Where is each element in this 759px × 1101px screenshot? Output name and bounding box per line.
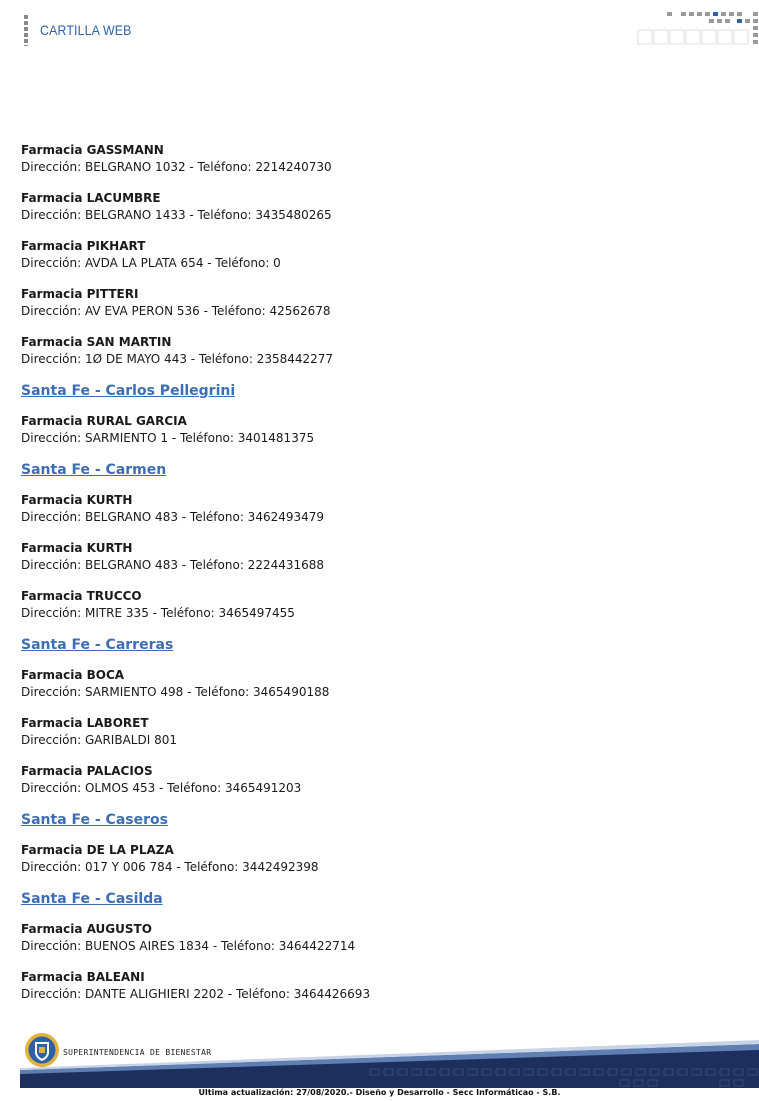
pharmacy-name: Farmacia PALACIOS [21, 764, 153, 778]
pharmacy-entry [21, 763, 741, 797]
section-heading-link[interactable]: Santa Fe - Caseros [21, 812, 168, 828]
pharmacy-entry [21, 238, 741, 272]
pharmacy-address: Dirección: AVDA LA PLATA 654 - Teléfono: 0 [21, 256, 281, 270]
section-heading-link[interactable]: Santa Fe - Carlos Pellegrini [21, 383, 236, 399]
pharmacy-address: Dirección: BELGRANO 483 - Teléfono: 3462493479 [21, 510, 325, 524]
pharmacy-address: Dirección: BELGRANO 1433 - Teléfono: 3435480265 [21, 208, 332, 222]
pharmacy-address: Dirección: SARMIENTO 498 - Teléfono: 3465490188 [21, 685, 330, 699]
pharmacy-entry [21, 588, 741, 622]
page-header [0, 0, 759, 60]
pharmacy-entry [21, 715, 741, 749]
pharmacy-name: Farmacia KURTH [21, 493, 133, 507]
page-title: CARTILLA WEB [40, 22, 132, 38]
pharmacy-address: Dirección: DANTE ALIGHIERI 2202 - Teléfono: 3464426693 [21, 987, 371, 1001]
pharmacy-entry [21, 921, 741, 955]
institution-shield-icon [24, 1032, 60, 1068]
header-pattern-decoration [637, 10, 759, 46]
pharmacy-name: Farmacia PIKHART [21, 239, 146, 253]
pharmacy-name: Farmacia LACUMBRE [21, 191, 161, 205]
pharmacy-name: Farmacia KURTH [21, 541, 133, 555]
pharmacy-address: Dirección: MITRE 335 - Teléfono: 3465497455 [21, 606, 295, 620]
pharmacy-list [21, 142, 741, 1017]
section-heading-link[interactable]: Santa Fe - Carreras [21, 637, 174, 653]
pharmacy-name: Farmacia RURAL GARCIA [21, 414, 187, 428]
pharmacy-address: Dirección: OLMOS 453 - Teléfono: 3465491203 [21, 781, 302, 795]
pharmacy-name: Farmacia PITTERI [21, 287, 139, 301]
pharmacy-name: Farmacia BALEANI [21, 970, 145, 984]
pharmacy-entry [21, 540, 741, 574]
pharmacy-name: Farmacia AUGUSTO [21, 922, 152, 936]
pharmacy-entry [21, 286, 741, 320]
pharmacy-address: Dirección: 017 Y 006 784 - Teléfono: 3442492398 [21, 860, 319, 874]
pharmacy-name: Farmacia TRUCCO [21, 589, 142, 603]
pharmacy-address: Dirección: BUENOS AIRES 1834 - Teléfono: 3464422714 [21, 939, 356, 953]
pharmacy-entry [21, 334, 741, 368]
header-accent-bar [24, 15, 28, 46]
pharmacy-name: Farmacia BOCA [21, 668, 125, 682]
pharmacy-name: Farmacia SAN MARTIN [21, 335, 172, 349]
page-footer [0, 1028, 759, 1101]
pharmacy-address: Dirección: BELGRANO 1032 - Teléfono: 2214240730 [21, 160, 332, 174]
footer-update-note: Ultima actualización: 27/08/2020.- Diseño y Desarrollo - Secc Informáticao - S.B. [198, 1088, 561, 1097]
pharmacy-address: Dirección: 1Ø DE MAYO 443 - Teléfono: 2358442277 [21, 352, 334, 366]
pharmacy-name: Farmacia LABORET [21, 716, 149, 730]
pharmacy-address: Dirección: SARMIENTO 1 - Teléfono: 3401481375 [21, 431, 315, 445]
pharmacy-address: Dirección: GARIBALDI 801 [21, 733, 177, 747]
section-heading-link[interactable]: Santa Fe - Carmen [21, 462, 167, 478]
pharmacy-entry [21, 969, 741, 1003]
pharmacy-entry [21, 842, 741, 876]
pharmacy-entry [21, 142, 741, 176]
organization-name: SUPERINTENDENCIA DE BIENESTAR [63, 1048, 212, 1057]
section-heading-link[interactable]: Santa Fe - Casilda [21, 891, 163, 907]
footer-wave-decoration [20, 1036, 759, 1088]
pharmacy-entry [21, 413, 741, 447]
pharmacy-entry [21, 190, 741, 224]
pharmacy-name: Farmacia DE LA PLAZA [21, 843, 174, 857]
pharmacy-address: Dirección: AV EVA PERON 536 - Teléfono: 42562678 [21, 304, 331, 318]
pharmacy-entry [21, 667, 741, 701]
pharmacy-address: Dirección: BELGRANO 483 - Teléfono: 2224431688 [21, 558, 325, 572]
pharmacy-name: Farmacia GASSMANN [21, 143, 164, 157]
pharmacy-entry [21, 492, 741, 526]
